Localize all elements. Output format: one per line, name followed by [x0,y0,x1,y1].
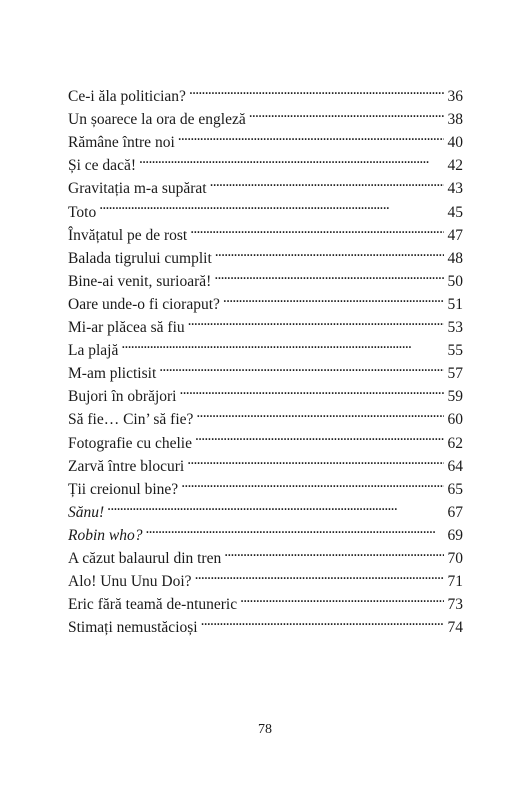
toc-entry-page: 62 [447,434,463,452]
dot-leader [195,563,444,586]
toc-entry-title: Bine-ai venit, surioară! [68,272,212,290]
toc-entry-page: 71 [447,573,463,591]
toc-entry-title: Gravitația m-a supărat [68,180,207,198]
dot-leader [224,540,443,563]
dot-leader [107,494,443,517]
toc-entry-page: 51 [447,295,463,313]
dot-leader [146,517,444,540]
toc-entry-title: La plajă [68,342,119,360]
toc-entry-page: 48 [447,249,463,267]
toc-entry-page: 64 [447,457,463,475]
toc-entry-title: Ții creionul bine? [68,480,179,498]
dot-leader [178,124,444,147]
toc-entry-title: Eric fără teamă de-ntuneric [68,596,238,614]
toc-entry-page: 43 [447,180,463,198]
toc-entry-title: Și ce dacă! [68,157,136,175]
toc-entry-title: Oare unde-o fi cioraput? [68,295,220,313]
table-of-contents [68,78,463,637]
toc-entry-page: 50 [447,272,463,290]
dot-leader [121,332,443,355]
toc-entry-title: Bujori în obrăjori [68,388,177,406]
toc-entry-page: 67 [447,503,463,521]
toc-entry-page: 55 [447,342,463,360]
toc-entry-page: 70 [447,549,463,567]
toc-entry-title: Mi-ar plăcea să fiu [68,319,185,337]
dot-leader [189,78,444,101]
dot-leader [215,240,444,263]
toc-entry-title: Să fie… Cin’ să fie? [68,411,194,429]
toc-entry-title: Rămâne între noi [68,134,175,152]
dot-leader [214,263,443,286]
dot-leader [190,217,443,240]
toc-entry-page: 45 [447,203,463,221]
toc-entry-page: 60 [447,411,463,429]
toc-entry-title: Stimați nemustăcioși [68,619,198,637]
dot-leader [139,147,444,170]
dot-leader [249,101,444,124]
toc-entry [68,355,463,383]
toc-entry [68,78,463,106]
toc-entry-title: Fotografie cu chelie [68,434,192,452]
toc-entry [68,517,463,544]
dot-leader [196,401,443,424]
dot-leader [188,309,444,332]
dot-leader [210,170,444,193]
toc-entry-page: 38 [447,111,463,129]
dot-leader [223,286,444,309]
toc-entry-title: M-am plictisit [68,365,157,383]
dot-leader [159,355,443,378]
toc-entry-page: 36 [447,88,463,106]
dot-leader [240,586,443,609]
toc-entry-page: 42 [447,157,463,175]
dot-leader [180,378,444,401]
toc-entry-title: Zarvă între blocuri [68,457,185,475]
toc-entry-title: Alo! Unu Unu Doi? [68,573,192,591]
toc-entry-page: 47 [447,226,463,244]
toc-entry-title: A căzut balaurul din tren [68,549,222,567]
toc-entry [68,193,463,221]
toc-entry-page: 40 [447,134,463,152]
toc-entry-page: 65 [447,480,463,498]
toc-entry [68,494,463,521]
toc-entry [68,332,463,360]
toc-entry-page: 69 [447,526,463,544]
dot-leader [181,471,443,494]
toc-entry-page: 53 [447,319,463,337]
toc-entry-title: Sănu! [68,503,105,521]
toc-entry [68,217,463,244]
page-number: 78 [258,722,272,737]
toc-entry-title: Un șoarece la ora de engleză [68,111,246,129]
toc-entry-title: Toto [68,203,97,221]
toc-entry-title: Învățatul pe de rost [68,226,188,244]
dot-leader [187,448,443,471]
toc-entry-page: 57 [447,365,463,383]
toc-entry-title: Ce-i ăla politician? [68,88,186,106]
toc-entry-title: Balada tigrului cumplit [68,249,212,267]
dot-leader [99,193,443,216]
toc-entry-title: Robin who? [68,526,143,544]
dot-leader [195,424,444,447]
toc-entry-page: 73 [447,596,463,614]
dot-leader [201,609,444,632]
toc-entry-page: 74 [447,619,463,637]
toc-entry-page: 59 [447,388,463,406]
